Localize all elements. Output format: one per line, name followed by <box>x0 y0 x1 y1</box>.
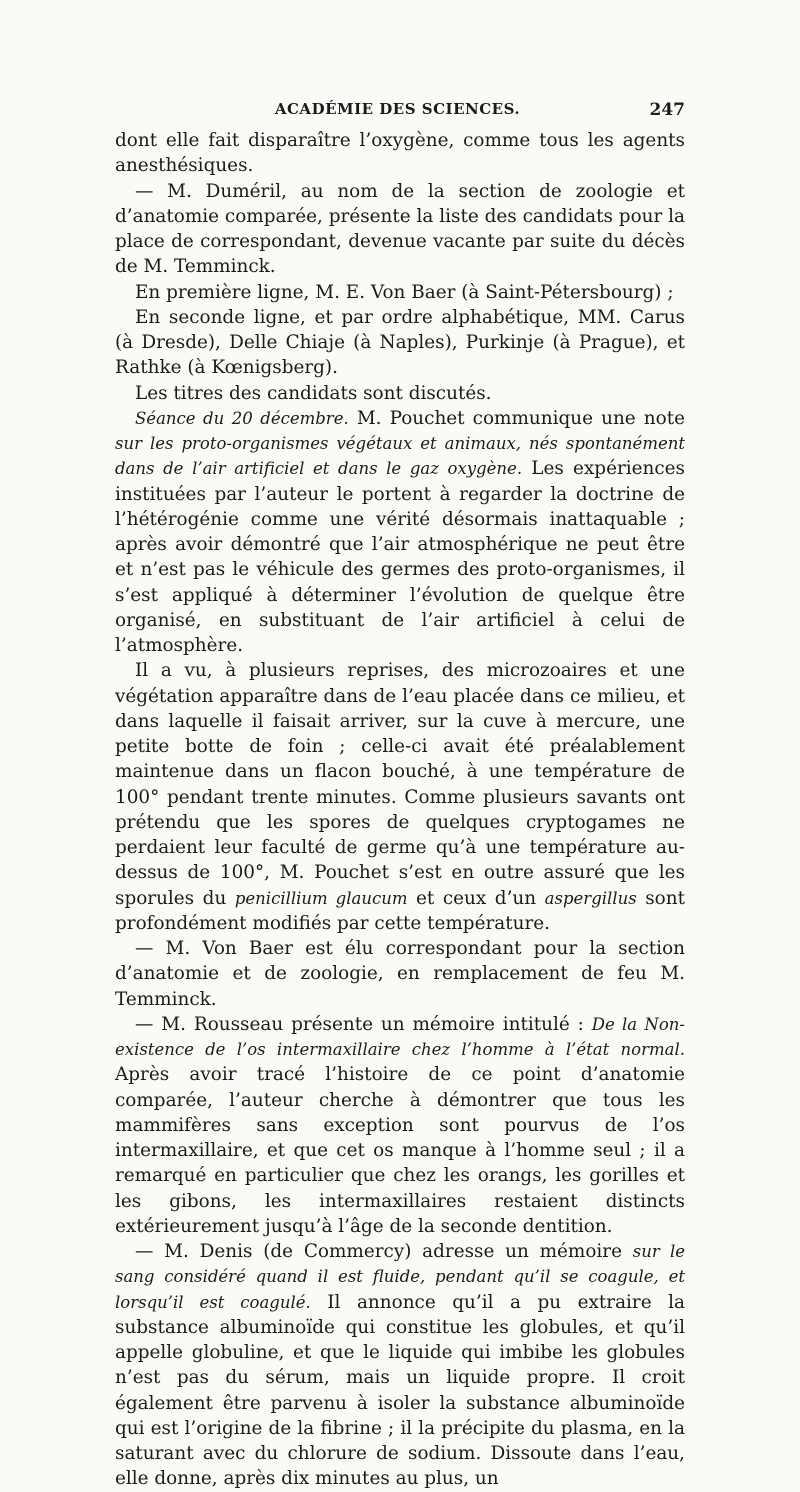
text-run: Il annonce qu’il a pu extraire la substance albuminoïde qui constitue les globules, et qu’il appelle globuline, et que le liquide qui imbibe les globules n’est pas du sérum, mais un liquide propre. Il croit également être parvenu à isoler la substance albuminoïde qui est l’origine de la fibrine ; il la précipite du plasma, en la saturant avec du chlorure de sodium. Dissoute dans l’eau, elle donne, après dix minutes au plus, un <box>115 1291 685 1490</box>
text-run: — M. Rousseau présente un mémoire intitulé : <box>135 1013 592 1035</box>
paragraph-p4 <box>115 305 685 381</box>
text-run: — M. Von Baer est élu correspondant pour la section d’anatomie et de zoologie, en remplacement de feu M. Temminck. <box>115 938 685 1010</box>
paragraph-p6 <box>115 406 685 659</box>
paragraph-p5 <box>115 381 685 406</box>
body-text <box>115 128 685 1492</box>
page-number: 247 <box>649 100 685 120</box>
italic-run: Séance du 20 décembre. <box>135 408 349 428</box>
paragraph-p1 <box>115 128 685 179</box>
paragraph-p2 <box>115 179 685 280</box>
italic-run: penicillium glaucum <box>234 888 408 908</box>
italic-run: sur le sang considéré quand il est fluide, pendant qu’il se coagule, et lorsqu’il est coagulé. <box>115 1242 685 1312</box>
text-run: — M. Duméril, au nom de la section de zoologie et d’anatomie comparée, présente la liste des candidats pour la place de correspondant, devenue vacante par suite du décès de M. Temminck. <box>115 180 685 278</box>
text-run: Les titres des candidats sont discutés. <box>135 382 492 404</box>
text-run: M. Pouchet communique une note <box>348 407 685 429</box>
paragraph-p7 <box>115 658 685 936</box>
paragraph-p9 <box>115 1012 685 1239</box>
page-header <box>110 100 685 130</box>
text-run: — M. Denis (de Commercy) adresse un mémoire <box>135 1241 633 1262</box>
text-run: Après avoir tracé l’histoire de ce point d’anatomie comparée, l’auteur cherche à démontrer que tous les mammifères sans exception sont pourvus de l’os intermaxillaire, et que cet os manque à l’homme seul ; il a remarqué en particulier que chez les orangs, les gorilles et les gibons, les intermaxillaires restaient distincts extérieurement jusqu’à l’âge de la seconde dentition. <box>115 1064 685 1237</box>
text-run: dont elle fait disparaître l’oxygène, comme tous les agents anesthésiques. <box>115 130 685 177</box>
text-run: Il a vu, à plusieurs reprises, des microzoaires et une végétation apparaître dans de l’eau placée dans ce milieu, et dans laquelle il faisait arriver, sur la cuve à mercure, une petite botte de foin ; celle-ci avait été préalablement maintenue dans un flacon bouché, à une température de 100° pendant trente minutes. Comme plusieurs savants ont prétendu que les spores de quelques cryptogames ne perdaient leur faculté de germe qu’à une température au-dessus de 100°, M. Pouchet s’est en outre assuré que les sporules du <box>115 660 685 909</box>
text-run: En première ligne, M. E. Von Baer (à Saint-Pétersbourg) ; <box>135 281 674 303</box>
paragraph-p10 <box>115 1239 685 1492</box>
text-run: et ceux d’un <box>407 887 545 909</box>
text-run: Les expériences instituées par l’auteur le portent à regarder la doctrine de l’hétérogénie comme une vérité désormais inattaquable ; après avoir démontré que l’air atmosphérique ne peut être et n’est pas le véhicule des germes des proto-organismes, il s’est appliqué à déterminer l’évolution de quelque être organisé, en substituant de l’air artificiel à celui de l’atmosphère. <box>115 458 685 656</box>
italic-run: aspergillus <box>544 888 637 908</box>
italic-run: sur les proto-organismes végétaux et animaux, nés spontanément dans de l’air artificiel et dans le gaz oxygène. <box>115 434 685 479</box>
text-run: sont profondément modifiés par cette température. <box>115 887 685 934</box>
running-title: ACADÉMIE DES SCIENCES. <box>274 100 521 118</box>
paragraph-p8 <box>115 936 685 1012</box>
text-run: En seconde ligne, et par ordre alphabétique, MM. Carus (à Dresde), Delle Chiaje (à Naples), Purkinje (à Prague), et Rathke (à Kœnigsberg). <box>115 306 685 379</box>
italic-run: De la Non-existence de l’os intermaxillaire chez l’homme à l’état normal. <box>115 1014 686 1059</box>
paragraph-p3 <box>115 280 685 305</box>
